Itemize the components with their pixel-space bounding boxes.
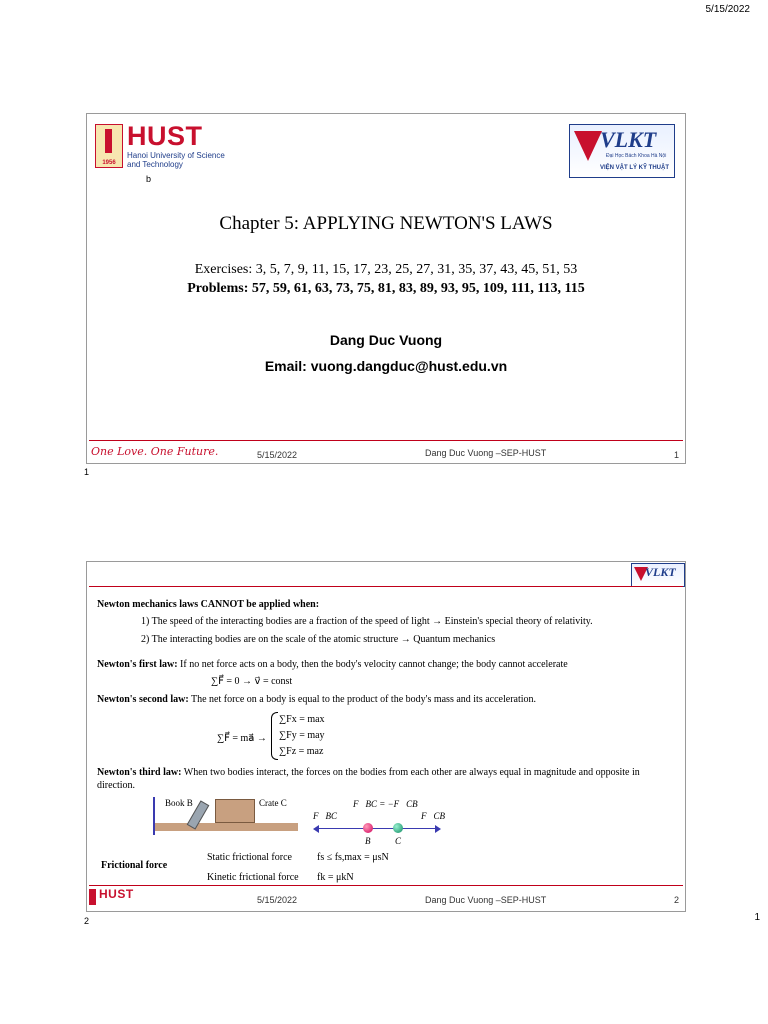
floor xyxy=(155,823,298,831)
vlkt-logo-small xyxy=(631,563,685,587)
second-law-eq-left: ∑F⃗ = ma⃗ → xyxy=(217,733,267,744)
book-label: Book B xyxy=(165,798,193,808)
cannot-title: Newton mechanics laws CANNOT be applied when: xyxy=(97,599,320,610)
third-law xyxy=(97,766,657,792)
cannot-item-1: 1) The speed of the interacting bodies are a fraction of the speed of light → Einstein's special theory of relativity. xyxy=(141,616,593,627)
ball-c-icon xyxy=(393,823,403,833)
footer-author: Dang Duc Vuong –SEP-HUST xyxy=(425,895,547,905)
first-law-label: Newton's first law: xyxy=(97,659,178,670)
crate-c xyxy=(215,799,255,823)
static-friction-label: Static frictional force xyxy=(207,852,292,863)
force-line xyxy=(315,828,439,829)
problems-list: Problems: 57, 59, 61, 63, 73, 75, 81, 83, 89, 93, 95, 109, 111, 113, 115 xyxy=(187,281,585,296)
third-law-label: Newton's third law: xyxy=(97,767,182,778)
motto: One Love. One Future. xyxy=(91,445,219,458)
hust-emblem-icon xyxy=(89,889,96,905)
point-b-label: B xyxy=(365,836,371,846)
exercises-list: Exercises: 3, 5, 7, 9, 11, 15, 17, 23, 25, 27, 31, 35, 37, 43, 45, 51, 53 xyxy=(194,262,578,277)
slide-number: 2 xyxy=(673,895,679,905)
vlkt-wordmark-small: VLKT xyxy=(645,565,676,579)
thumb-label-2: 2 xyxy=(84,916,90,926)
kinetic-friction-label: Kinetic frictional force xyxy=(207,872,299,883)
arrow-right-icon xyxy=(435,825,441,833)
footer-divider xyxy=(89,440,683,441)
vlkt-tagline: Đại Học Bách Khoa Hà Nội xyxy=(606,153,667,159)
slide-1[interactable] xyxy=(86,113,686,464)
hust-wordmark-small: HUST xyxy=(99,887,134,901)
crate-label: Crate C xyxy=(259,798,287,808)
author-email: Email: vuong.dangduc@hust.edu.vn xyxy=(264,358,508,374)
force-diagram xyxy=(313,799,443,847)
second-law-eq-y: ∑Fy = may xyxy=(279,730,325,741)
author-name: Dang Duc Vuong xyxy=(329,332,443,348)
stray-mark: b xyxy=(146,174,152,184)
force-equation: F⃗BC = −F⃗CB xyxy=(353,799,418,809)
third-law-text: When two bodies interact, the forces on the bodies from each other are always equal in magnitude and opposite in direction. xyxy=(97,767,640,791)
vlkt-v-icon xyxy=(574,131,602,161)
vlkt-logo xyxy=(569,124,675,178)
print-date: 5/15/2022 xyxy=(705,4,750,15)
slide-number: 1 xyxy=(673,450,679,460)
hust-logo xyxy=(95,122,230,170)
first-law-equation: ∑F⃗ = 0 → v⃗ = const xyxy=(211,676,293,687)
hust-subtitle: Hanoi University of Science and Technology xyxy=(127,151,225,169)
book-crate-figure xyxy=(153,797,298,835)
point-c-label: C xyxy=(395,836,402,846)
page-number: 1 xyxy=(754,912,760,923)
second-law xyxy=(97,693,677,706)
slide-2[interactable] xyxy=(86,561,686,912)
vlkt-wordmark: VLKT xyxy=(600,127,657,152)
header-divider xyxy=(89,586,683,587)
second-law-text: The net force on a body is equal to the product of the body's mass and its acceleration. xyxy=(188,694,537,705)
kinetic-friction-eq: fk = μkN xyxy=(317,872,354,883)
arrow-left-icon xyxy=(313,825,319,833)
vlkt-subtitle: VIỆN VẬT LÝ KỸ THUẬT xyxy=(600,165,670,171)
ball-b-icon xyxy=(363,823,373,833)
first-law xyxy=(97,658,677,671)
footer-date: 5/15/2022 xyxy=(257,895,298,905)
f-cb-label: F⃗CB xyxy=(421,811,445,821)
static-friction-eq: fs ≤ fs,max = μsN xyxy=(317,852,389,863)
brace-icon xyxy=(271,712,278,760)
friction-label: Frictional force xyxy=(101,860,168,871)
second-law-eq-x: ∑Fx = max xyxy=(279,714,325,725)
thumb-label-1: 1 xyxy=(84,467,90,477)
second-law-eq-z: ∑Fz = maz xyxy=(279,746,324,757)
hust-logo-small xyxy=(89,888,169,908)
footer-date: 5/15/2022 xyxy=(257,450,298,460)
footer-divider xyxy=(89,885,683,886)
f-bc-label: F⃗BC xyxy=(313,811,337,821)
hust-wordmark: HUST xyxy=(127,121,203,151)
cannot-item-2: 2) The interacting bodies are on the scale of the atomic structure → Quantum mechanics xyxy=(141,634,496,645)
first-law-text: If no net force acts on a body, then the body's velocity cannot change; the body cannot accelerate xyxy=(177,659,568,670)
second-law-label: Newton's second law: xyxy=(97,694,189,705)
footer-author: Dang Duc Vuong –SEP-HUST xyxy=(425,448,547,458)
slide-title: Chapter 5: APPLYING NEWTON'S LAWS xyxy=(219,213,553,234)
hust-emblem-icon: 1956 xyxy=(95,124,123,168)
